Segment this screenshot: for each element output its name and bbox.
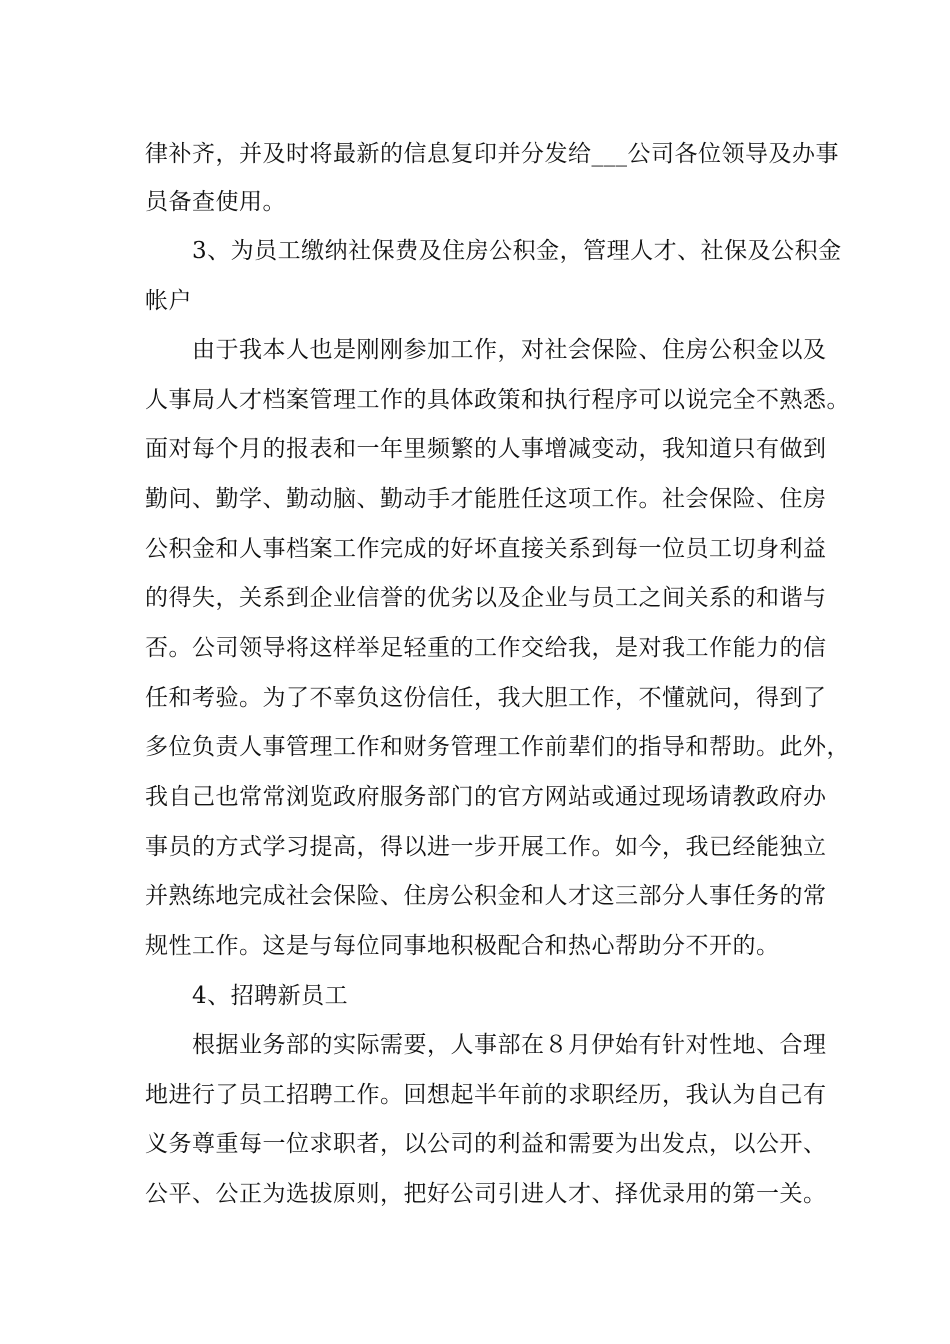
text-line: 地进行了员工招聘工作。回想起半年前的求职经历，我认为自己有 bbox=[145, 1082, 827, 1108]
text-line: 事员的方式学习提高，得以进一步开展工作。如今，我已经能独立 bbox=[145, 834, 827, 860]
text-line: 否。公司领导将这样举足轻重的工作交给我，是对我工作能力的信 bbox=[145, 635, 827, 661]
text-line: 多位负责人事管理工作和财务管理工作前辈们的指导和帮助。此外， bbox=[145, 734, 850, 760]
section-heading-4: 4、招聘新员工 bbox=[192, 983, 349, 1009]
text-line: 公平、公正为选拔原则，把好公司引进人才、择优录用的第一关。 bbox=[145, 1181, 827, 1207]
text-line: 员备查使用。 bbox=[145, 189, 286, 215]
text-line: 勤问、勤学、勤动脑、勤动手才能胜任这项工作。社会保险、住房 bbox=[145, 486, 827, 512]
text-line: 并熟练地完成社会保险、住房公积金和人才这三部分人事任务的常 bbox=[145, 883, 827, 909]
text-line: 面对每个月的报表和一年里频繁的人事增减变动，我知道只有做到 bbox=[145, 436, 827, 462]
text-line: 义务尊重每一位求职者，以公司的利益和需要为出发点，以公开、 bbox=[145, 1131, 827, 1157]
text-line: 帐户 bbox=[145, 288, 192, 314]
text-line: 的得失，关系到企业信誉的优劣以及企业与员工之间关系的和谐与 bbox=[145, 585, 827, 611]
text-line: 任和考验。为了不辜负这份信任，我大胆工作，不懂就问，得到了 bbox=[145, 685, 827, 711]
text-line: 人事局人才档案管理工作的具体政策和执行程序可以说完全不熟悉。 bbox=[145, 387, 850, 413]
text-line: 我自己也常常浏览政府服务部门的官方网站或通过现场请教政府办 bbox=[145, 784, 827, 810]
text-line: 律补齐，并及时将最新的信息复印并分发给___公司各位领导及办事 bbox=[145, 141, 839, 167]
text-line: 根据业务部的实际需要，人事部在８月伊始有针对性地、合理 bbox=[192, 1032, 827, 1058]
section-heading-3: 3、为员工缴纳社保费及住房公积金，管理人才、社保及公积金 bbox=[192, 238, 842, 264]
text-line: 由于我本人也是刚刚参加工作，对社会保险、住房公积金以及 bbox=[192, 337, 827, 363]
text-line: 公积金和人事档案工作完成的好坏直接关系到每一位员工切身利益 bbox=[145, 536, 827, 562]
text-line: 规性工作。这是与每位同事地积极配合和热心帮助分不开的。 bbox=[145, 933, 780, 959]
